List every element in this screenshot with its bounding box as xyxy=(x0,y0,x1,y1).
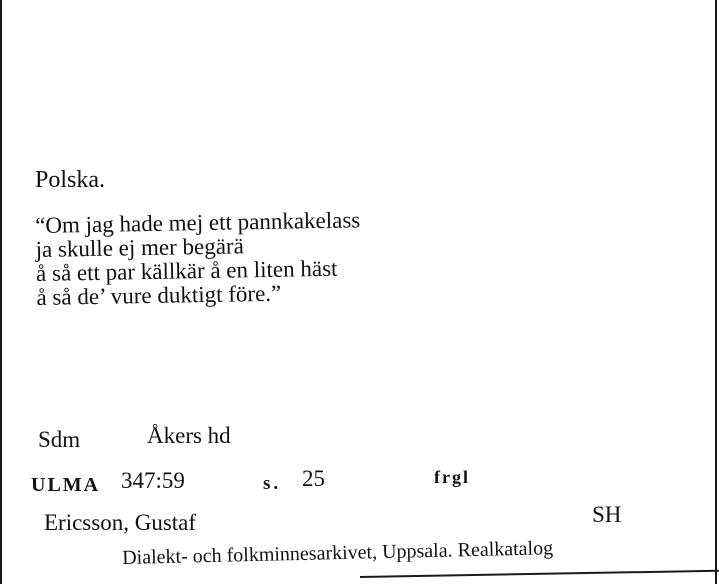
card-left-edge xyxy=(0,0,2,584)
page-number: 25 xyxy=(302,466,325,491)
archive-label: ULMA xyxy=(31,474,101,496)
card-title: Polska. xyxy=(35,167,106,193)
archive-footer: Dialekt- och folkminnesarkivet, Uppsala. Realkatalog xyxy=(121,537,554,569)
verse-line-2: ja skulle ej mer begärä xyxy=(35,233,244,262)
card-bottom-edge xyxy=(360,570,719,578)
verse-line-1: “Om jag hade mej ett pannkakelass xyxy=(34,207,361,238)
page-label: s. xyxy=(263,473,282,494)
informant-name: Ericsson, Gustaf xyxy=(44,510,197,535)
collector-initials: SH xyxy=(592,502,622,527)
verse-line-4: å så de’ vure duktigt före.” xyxy=(36,280,282,310)
verse-line-3: å så ett par källkär å en liten häst xyxy=(35,255,338,286)
card-right-edge xyxy=(715,0,717,584)
category-code: frgl xyxy=(434,467,470,487)
verse-block xyxy=(35,208,362,310)
district-name: Åkers hd xyxy=(147,423,231,448)
record-number: 347:59 xyxy=(121,468,185,493)
region-code: Sdm xyxy=(38,427,81,452)
